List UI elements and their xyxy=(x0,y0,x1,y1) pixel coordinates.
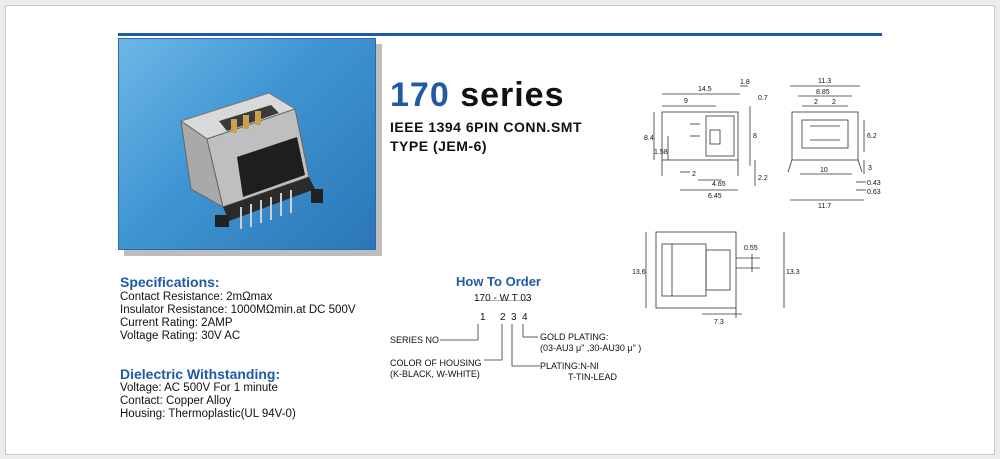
dim-side-5: 8.4 xyxy=(644,135,654,142)
spec-item: Voltage Rating: 30V AC xyxy=(120,330,241,342)
dim-side-10: 2 xyxy=(692,171,696,178)
spec-item: Contact Resistance: 2mΩmax xyxy=(120,291,273,303)
dim-side-3: 9 xyxy=(684,98,688,105)
front-view-drawing xyxy=(780,72,890,212)
dim-side-11: 6.45 xyxy=(708,193,722,200)
specifications-list xyxy=(120,291,356,343)
color-options: (K-BLACK, W-WHITE) xyxy=(390,369,480,379)
spec-item: Insulator Resistance: 1000MΩmin.at DC 500V xyxy=(120,304,356,316)
order-digit-2: 2 xyxy=(500,312,506,323)
dielectric-list xyxy=(120,382,296,421)
product-subtitle xyxy=(390,118,582,156)
dielectric-item: Voltage: AC 500V For 1 minute xyxy=(120,382,278,394)
dielectric-item: Housing: Thermoplastic(UL 94V-0) xyxy=(120,408,296,420)
dim-front-8: 0.43 xyxy=(867,180,881,187)
header-rule xyxy=(118,33,882,36)
spec-item: Current Rating: 2AMP xyxy=(120,317,233,329)
dim-bottom-1: 0.55 xyxy=(744,245,758,252)
color-of-housing-label xyxy=(390,358,482,380)
series-word: series xyxy=(460,76,565,114)
subtitle-line-1: IEEE 1394 6PIN CONN.SMT xyxy=(390,119,583,135)
dim-front-5: 6.2 xyxy=(867,133,877,140)
dim-front-9: 0.63 xyxy=(867,189,881,196)
product-photo xyxy=(118,38,376,250)
order-code: 170 - W T 03 xyxy=(474,293,532,304)
how-to-order-heading: How To Order xyxy=(456,274,541,289)
dim-front-10: 11.7 xyxy=(818,203,832,210)
order-digit-3: 3 xyxy=(511,312,517,323)
dim-bottom-4: 7.3 xyxy=(714,319,724,326)
dim-side-4: 0.7 xyxy=(758,95,768,102)
dim-front-6: 10 xyxy=(820,167,828,174)
connector-illustration xyxy=(119,39,375,249)
gold-options: (03-AU3 μ" ,30-AU30 μ" ) xyxy=(540,343,642,353)
side-view-drawing xyxy=(640,76,770,206)
dim-side-7: 8 xyxy=(753,133,757,140)
series-no-label: SERIES NO xyxy=(390,335,440,345)
dim-bottom-2: 13.6 xyxy=(632,269,646,276)
subtitle-line-2: TYPE (JEM-6) xyxy=(390,138,488,154)
dim-side-8: 2.2 xyxy=(758,175,768,182)
color-label: COLOR OF HOUSING xyxy=(390,358,482,368)
dielectric-heading: Dielectric Withstanding: xyxy=(120,366,281,382)
dim-side-6: 1.58 xyxy=(654,149,668,156)
dim-front-1: 11.3 xyxy=(818,78,832,85)
dim-front-7: 3 xyxy=(868,165,872,172)
dim-side-9: 4.65 xyxy=(712,181,726,188)
series-number: 170 xyxy=(390,76,450,114)
dim-bottom-3: 13.3 xyxy=(786,269,800,276)
gold-plating-label xyxy=(540,332,641,354)
specifications-heading: Specifications: xyxy=(120,274,220,290)
plating-label xyxy=(540,361,617,383)
dim-side-1: 14.5 xyxy=(698,86,712,93)
series-title xyxy=(390,76,565,115)
dim-front-2: 8.85 xyxy=(816,89,830,96)
dim-side-2: 1.8 xyxy=(740,79,750,86)
gold-label: GOLD PLATING: xyxy=(540,332,609,342)
plating-tin: T-TIN-LEAD xyxy=(568,372,618,382)
dim-front-3: 2 xyxy=(814,99,818,106)
order-digit-1: 1 xyxy=(480,312,486,323)
dielectric-item: Contact: Copper Alloy xyxy=(120,395,232,407)
bottom-view-drawing xyxy=(632,228,802,328)
plating-ni: PLATING:N-NI xyxy=(540,361,599,371)
order-digit-4: 4 xyxy=(522,312,528,323)
dim-front-4: 2 xyxy=(832,99,836,106)
